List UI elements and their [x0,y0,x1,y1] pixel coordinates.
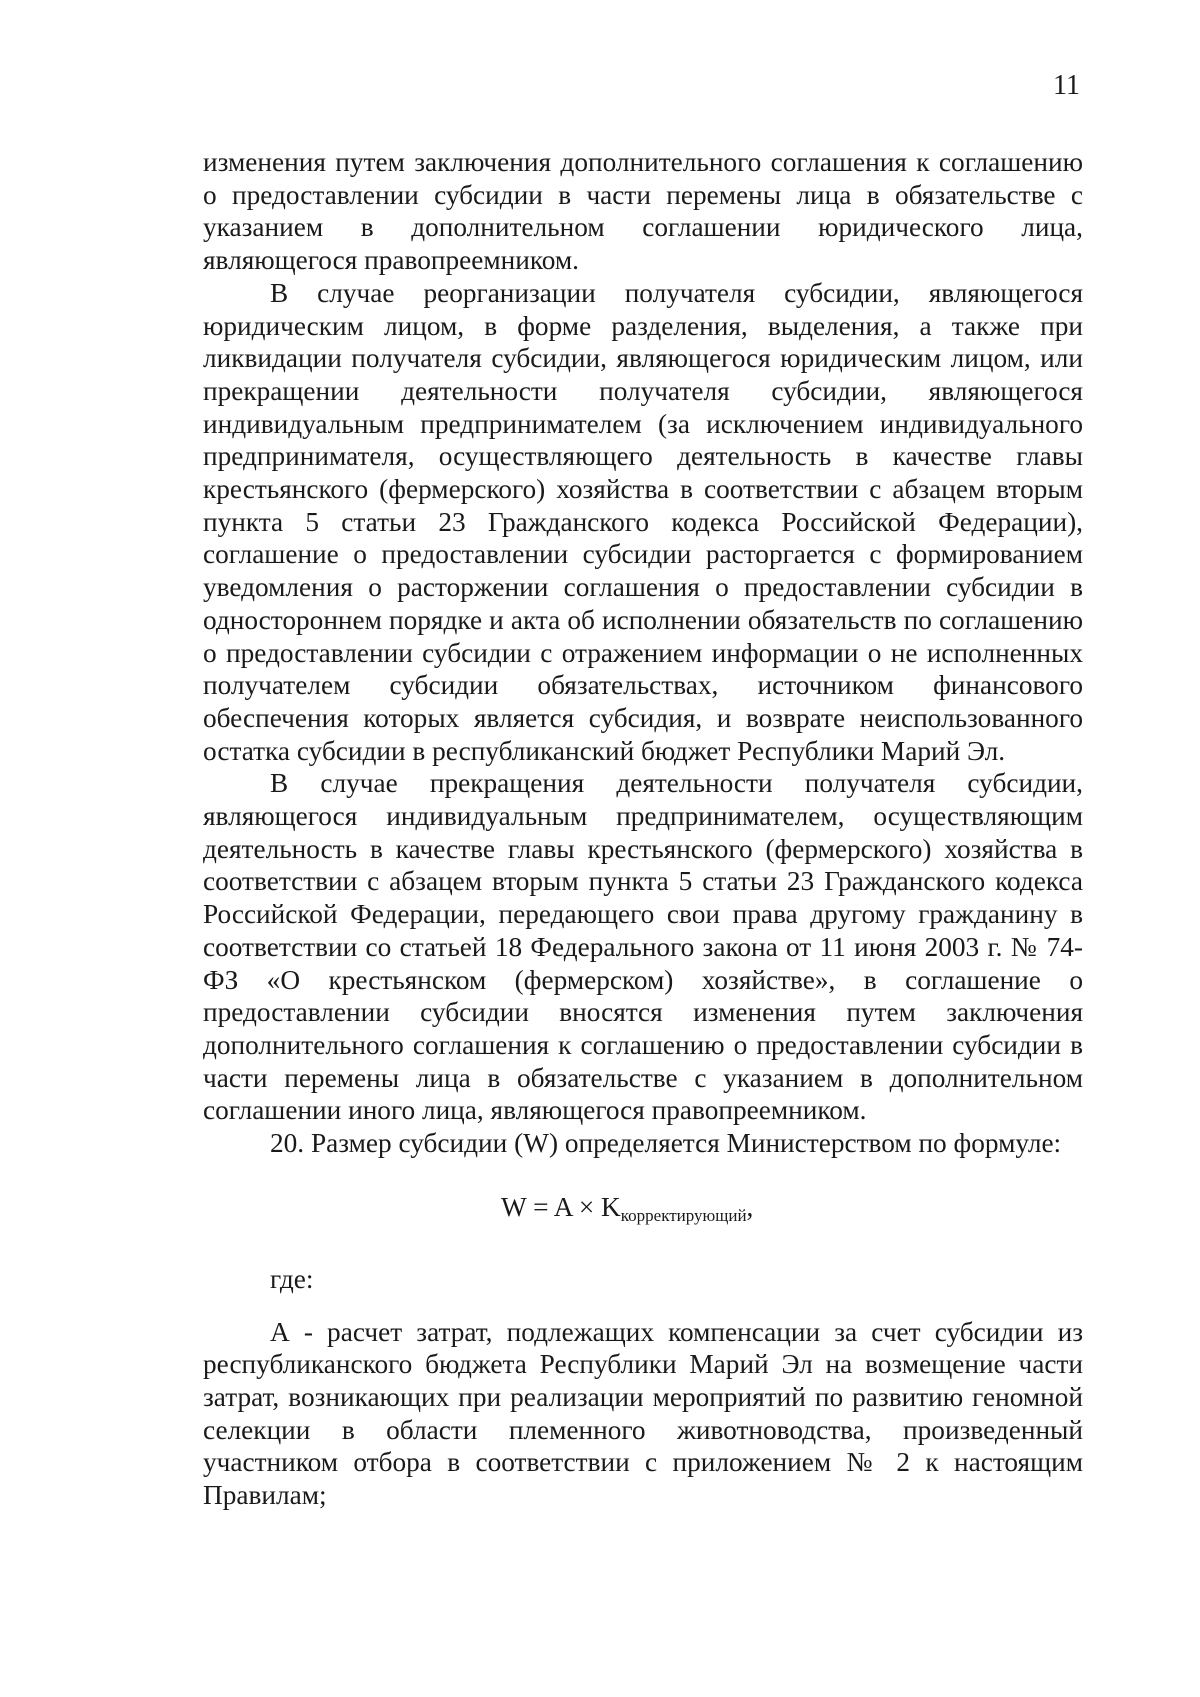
document-body [203,146,1083,1512]
paragraph-definition-a: А - расчет затрат, подлежащих компенсации за счет субсидии из республиканского бюджета Республики Марий Эл на возмещение части затрат, возникающих при реализации мероприятий по развитию геномной селекции в области племенного животноводства, произведенный участником отбора в соответствии с приложением № 2 к настоящим Правилам; [203,1316,1083,1511]
page-number: 11 [1053,70,1080,101]
subsidy-formula [203,1187,1083,1236]
spacer [203,1296,1083,1316]
formula-main: W = A × K [501,1191,621,1222]
paragraph-continuation: изменения путем заключения дополнительного соглашения к соглашению о предоставлении субсидии в части перемены лица в обязательстве с указанием в дополнительном соглашении юридического лица, являющегося правопреемником. [203,147,1083,276]
formula-subscript: корректирующий [620,1205,747,1225]
paragraph-subsidy-size: 20. Размер субсидии (W) определяется Министерством по формуле: [270,1128,1062,1159]
paragraph-where: где: [270,1263,314,1294]
paragraph-termination: В случае прекращения деятельности получателя субсидии, являющегося индивидуальным предпринимателем, осуществляющим деятельность в качестве главы крестьянского (фермерского) хозяйства в соответствии с абзацем вторым пункта 5 статьи 23 Гражданского кодекса Российской Федерации, передающего свои права другому гражданину в соответствии со статьей 18 Федерального закона от 11 июня 2003 г. № 74-ФЗ «О крестьянском (фермерском) хозяйстве», в соглашение о предоставлении субсидии вносятся изменения путем заключения дополнительного соглашения к соглашению о предоставлении субсидии в части перемены лица в обязательстве с указанием в дополнительном соглашении иного лица, являющегося правопреемником. [203,768,1083,1126]
paragraph-reorganization: В случае реорганизации получателя субсидии, являющегося юридическим лицом, в форме разделения, выделения, а также при ликвидации получателя субсидии, являющегося юридическим лицом, или прекращении деятельности получателя субсидии, являющегося индивидуальным предпринимателем (за исключением индивидуального предпринимателя, осуществляющего деятельность в качестве главы крестьянского (фермерского) хозяйства в соответствии с абзацем вторым пункта 5 статьи 23 Гражданского кодекса Российской Федерации), соглашение о предоставлении субсидии расторгается с формированием уведомления о расторжении соглашения о предоставлении субсидии в одностороннем порядке и акта об исполнении обязательств по соглашению о предоставлении субсидии с отражением информации о не исполненных получателем субсидии обязательствах, источником финансового обеспечения которых является субсидия, и возврате неиспользованного остатка субсидии в республиканский бюджет Республики Марий Эл. [203,277,1083,766]
formula-trailing: , [746,1191,754,1222]
